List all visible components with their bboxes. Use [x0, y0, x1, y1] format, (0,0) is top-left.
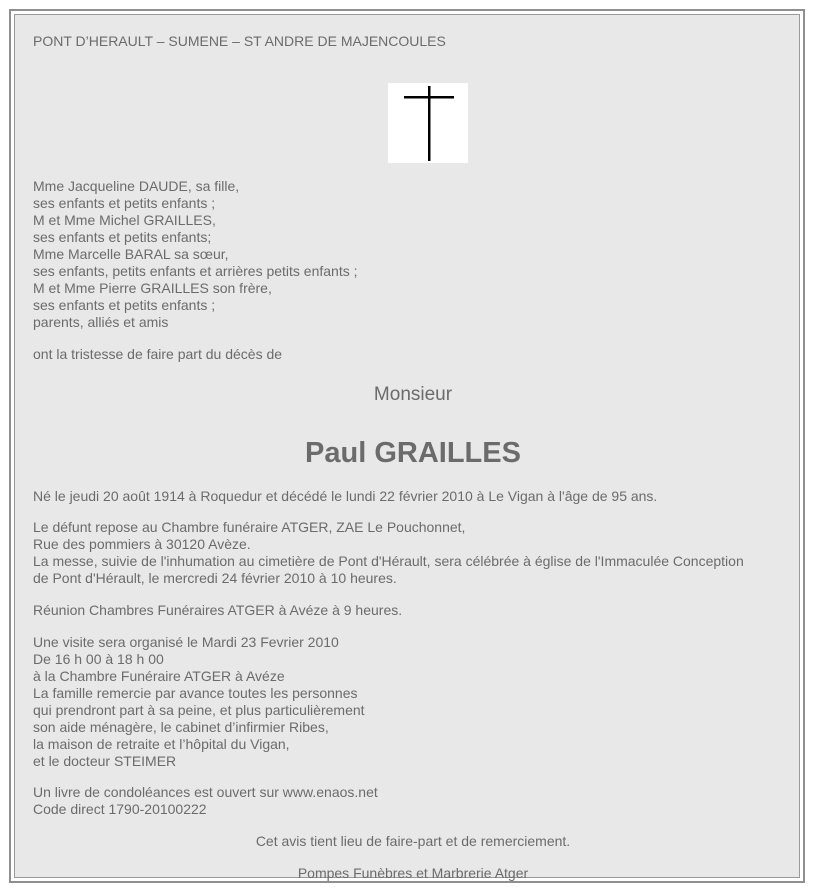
- funeral-home: Pompes Funèbres et Marbrerie Atger: [297, 865, 529, 881]
- notice-frame: [9, 9, 805, 883]
- ceremony-line: Rue des pommiers à 30120 Avèze.: [33, 536, 251, 552]
- family-line: parents, alliés et amis: [33, 314, 169, 330]
- family-line: Mme Marcelle BARAL sa sœur,: [33, 246, 229, 262]
- notice-panel: [14, 14, 800, 881]
- family-line: M et Mme Pierre GRAILLES son frère,: [33, 280, 272, 296]
- visit-line: Une visite sera organisé le Mardi 23 Fevrier 2010: [33, 634, 339, 650]
- latin-cross-icon: [388, 83, 468, 163]
- family-line: ses enfants, petits enfants et arrières petits enfants ;: [33, 263, 358, 279]
- deceased-name: Paul GRAILLES: [305, 437, 521, 469]
- visit-line: La famille remercie par avance toutes les personnes: [33, 685, 358, 701]
- location-header: PONT D’HERAULT – SUMENE – ST ANDRE DE MAJENCOULES: [33, 33, 446, 49]
- cross-box: [388, 83, 468, 163]
- condolence-block: [33, 784, 378, 818]
- family-line: Mme Jacqueline DAUDE, sa fille,: [33, 178, 240, 194]
- birth-death-text: Né le jeudi 20 août 1914 à Roquedur et décédé le lundi 22 février 2010 à Le Vigan à l'âge de 95 ans.: [33, 488, 658, 504]
- visit-line: et le docteur STEIMER: [33, 753, 177, 769]
- visit-line: qui prendront part à sa peine, et plus particulièrement: [33, 702, 365, 718]
- family-line: M et Mme Michel GRAILLES,: [33, 212, 216, 228]
- family-line: ses enfants et petits enfants ;: [33, 297, 216, 313]
- notice-text: Cet avis tient lieu de faire-part et de remerciement.: [255, 833, 571, 849]
- condolence-line: Code direct 1790-20100222: [33, 801, 207, 817]
- visit-line: à la Chambre Funéraire ATGER à Avéze: [33, 668, 285, 684]
- visit-block: [33, 634, 365, 770]
- ceremony-line: de Pont d'Hérault, le mercredi 24 février 2010 à 10 heures.: [33, 570, 397, 586]
- visit-line: son aide ménagère, le cabinet d’infirmier Ribes,: [33, 719, 329, 735]
- ceremony-line: La messe, suivie de l'inhumation au cimetière de Pont d'Hérault, sera célébrée à église de l'Immaculée Conception: [33, 553, 744, 569]
- ceremony-line: Le défunt repose au Chambre funéraire ATGER, ZAE Le Pouchonnet,: [33, 519, 466, 535]
- condolence-line: Un livre de condoléances est ouvert sur www.enaos.net: [33, 784, 378, 800]
- family-line: ses enfants et petits enfants ;: [33, 195, 216, 211]
- intro-text: ont la tristesse de faire part du décès de: [33, 346, 283, 362]
- visit-line: De 16 h 00 à 18 h 00: [33, 651, 164, 667]
- visit-line: la maison de retraite et l’hôpital du Vigan,: [33, 736, 290, 752]
- meeting-text: Réunion Chambres Funéraires ATGER à Avéze à 9 heures.: [33, 602, 403, 618]
- civility: Monsieur: [373, 384, 453, 405]
- family-line: ses enfants et petits enfants;: [33, 229, 212, 245]
- ceremony-block: [33, 519, 744, 587]
- family-list: [33, 178, 358, 331]
- notice-content: [33, 33, 793, 881]
